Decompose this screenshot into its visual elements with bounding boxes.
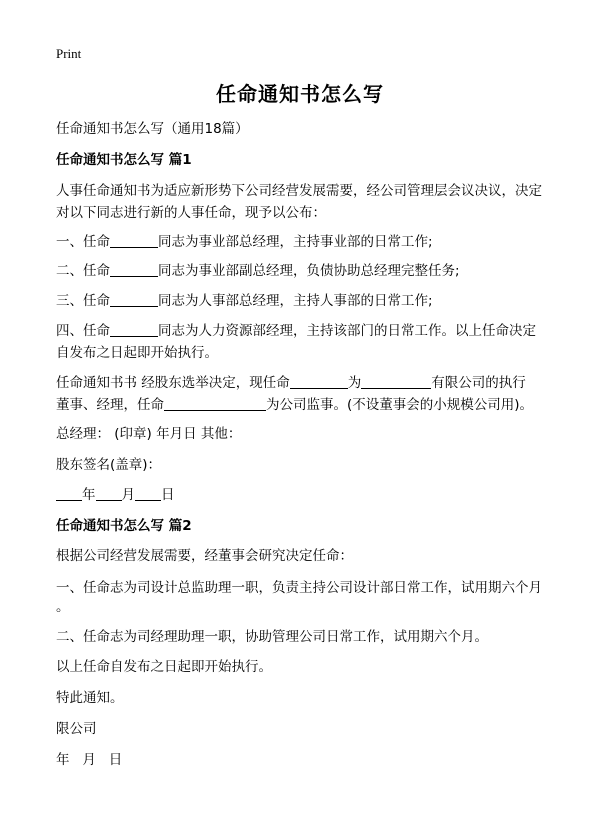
item1-prefix: 一、任命: [56, 234, 110, 250]
print-label[interactable]: Print: [56, 46, 82, 61]
item1-suffix: 同志为事业部总经理，主持事业部的日常工作;: [158, 234, 433, 250]
section1-heading: 任命通知书怎么写 篇1: [56, 152, 192, 168]
blank-line: [135, 486, 161, 501]
section2-company: 限公司: [56, 721, 97, 737]
blank-line: [110, 233, 158, 248]
blank-line: [96, 486, 122, 501]
document-title: 任命通知书怎么写: [216, 82, 384, 106]
section1-item4-line2: 自发布之日起即开始执行。: [56, 345, 218, 361]
blank-line: [110, 262, 158, 277]
section2-date: 年 月 日: [56, 752, 123, 768]
date-day: 日: [161, 487, 175, 503]
item3-prefix: 三、任命: [56, 293, 110, 309]
section1-letter-line1: [56, 372, 556, 394]
section1-intro-line1: 人事任命通知书为适应新形势下公司经营发展需要，经公司管理层会议决议，决定: [56, 183, 542, 199]
item3-suffix: 同志为人事部总经理，主持人事部的日常工作;: [158, 293, 433, 309]
section2-heading: 任命通知书怎么写 篇2: [56, 518, 192, 534]
section2-notice: 特此通知。: [56, 690, 124, 706]
section1-manager-line: 总经理： (印章) 年月日 其他：: [56, 426, 242, 442]
section1-date-line: [56, 484, 556, 506]
section2-item1-line2: 。: [56, 599, 70, 615]
letter-part2: 为: [347, 375, 362, 391]
section2-item1-line1: 一、任命志为司设计总监助理一职，负责主持公司设计部日常工作，试用期六个月: [56, 580, 542, 596]
document-subtitle: 任命通知书怎么写（通用18篇）: [56, 121, 249, 137]
section2-effective: 以上任命自发布之日起即开始执行。: [56, 659, 272, 675]
blank-line: [110, 292, 158, 307]
section1-shareholder-sign: 股东签名(盖章)：: [56, 457, 162, 473]
item2-suffix: 同志为事业部副总经理，负债协助总经理完整任务;: [158, 263, 460, 279]
date-year: 年: [82, 487, 96, 503]
date-month: 月: [121, 487, 135, 503]
letter-part1: 任命通知书书 经股东选举决定，现任命: [56, 375, 290, 391]
section1-item2: [56, 260, 556, 282]
letter2-part1: 董事、经理，任命: [56, 397, 164, 413]
section1-intro-line2: 对以下同志进行新的人事任命，现予以公布：: [56, 205, 326, 221]
blank-line: [110, 322, 158, 337]
section1-letter-line2: [56, 394, 556, 416]
letter-part3: 有限公司的执行: [431, 375, 526, 391]
blank-line: [290, 374, 348, 389]
item2-prefix: 二、任命: [56, 263, 110, 279]
blank-line: [56, 486, 82, 501]
section1-item4: [56, 320, 556, 342]
blank-line: [164, 396, 266, 411]
item4-suffix: 同志为人力资源部经理，主持该部门的日常工作。以上任命决定: [158, 323, 536, 339]
letter2-part2: 为公司监事。(不设董事会的小规模公司用)。: [266, 397, 534, 413]
item4-prefix: 四、任命: [56, 323, 110, 339]
section1-item3: [56, 290, 556, 312]
section1-item1: [56, 231, 556, 253]
section2-intro: 根据公司经营发展需要，经董事会研究决定任命：: [56, 548, 353, 564]
section2-item2: 二、任命志为司经理助理一职，协助管理公司日常工作，试用期六个月。: [56, 629, 488, 645]
blank-line: [361, 374, 431, 389]
